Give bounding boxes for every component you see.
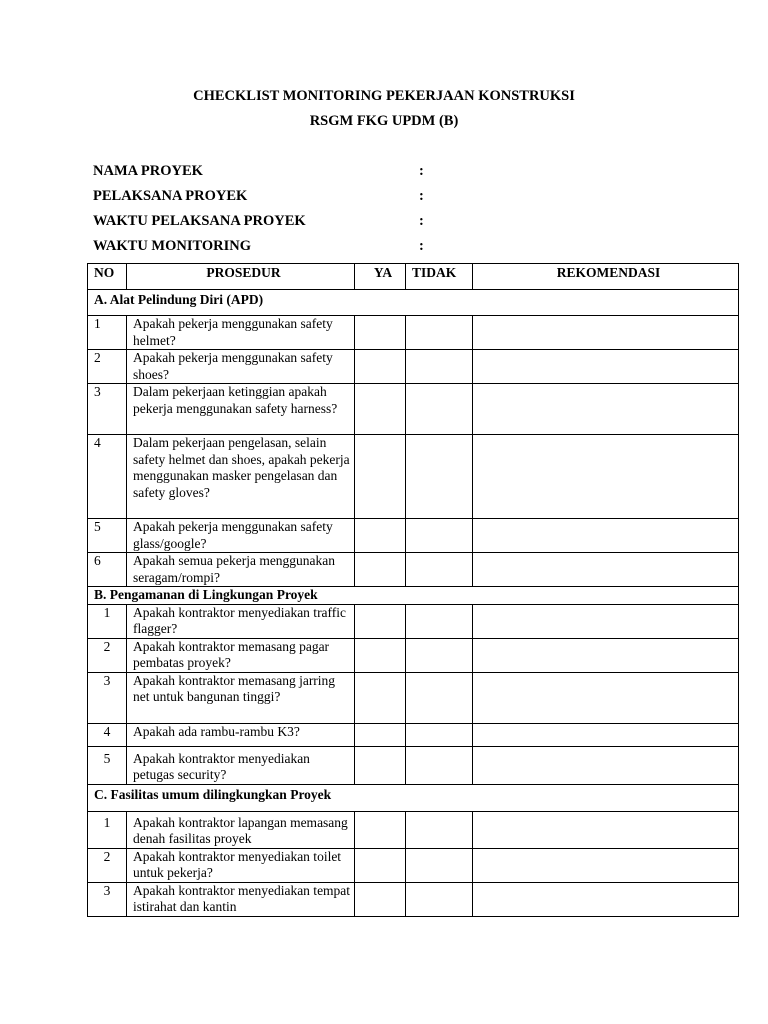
rekomendasi-cell[interactable] [473, 519, 739, 553]
row-number: 3 [88, 672, 127, 723]
row-question: Apakah kontraktor memasang jarring net untuk bangunan tinggi? [127, 672, 355, 723]
rekomendasi-cell[interactable] [473, 350, 739, 384]
tidak-cell[interactable] [406, 316, 473, 350]
ya-cell[interactable] [355, 723, 406, 746]
table-header-row [88, 264, 739, 290]
table-row [88, 848, 739, 882]
rekomendasi-cell[interactable] [473, 384, 739, 435]
table-row [88, 316, 739, 350]
row-number: 2 [88, 638, 127, 672]
table-row [88, 672, 739, 723]
ya-cell[interactable] [355, 316, 406, 350]
table-row [88, 746, 739, 784]
document-subtitle: RSGM FKG UPDM (B) [309, 113, 459, 129]
meta-waktu-pelaksana [93, 213, 433, 230]
table-row [88, 638, 739, 672]
tidak-cell[interactable] [406, 848, 473, 882]
section-row-c [88, 784, 739, 811]
row-number: 3 [88, 882, 127, 916]
column-header-tidak: TIDAK [406, 264, 473, 290]
rekomendasi-cell[interactable] [473, 604, 739, 638]
table-row [88, 519, 739, 553]
row-question: Apakah kontraktor lapangan memasang denah fasilitas proyek [127, 811, 355, 848]
ya-cell[interactable] [355, 848, 406, 882]
row-question: Apakah pekerja menggunakan safety glass/google? [127, 519, 355, 553]
tidak-cell[interactable] [406, 384, 473, 435]
meta-label: WAKTU PELAKSANA PROYEK [93, 213, 306, 229]
meta-separator: : [419, 213, 424, 229]
table-row [88, 604, 739, 638]
ya-cell[interactable] [355, 882, 406, 916]
meta-separator: : [419, 188, 424, 204]
meta-label: PELAKSANA PROYEK [93, 188, 248, 204]
ya-cell[interactable] [355, 519, 406, 553]
row-number: 1 [88, 811, 127, 848]
rekomendasi-cell[interactable] [473, 723, 739, 746]
ya-cell[interactable] [355, 350, 406, 384]
row-question: Apakah pekerja menggunakan safety shoes? [127, 350, 355, 384]
ya-cell[interactable] [355, 672, 406, 723]
row-question: Apakah semua pekerja menggunakan seragam/rompi? [127, 553, 355, 587]
ya-cell[interactable] [355, 553, 406, 587]
checklist-table [87, 263, 739, 917]
section-row-b [88, 587, 739, 605]
table-row [88, 811, 739, 848]
tidak-cell[interactable] [406, 350, 473, 384]
row-question: Apakah kontraktor menyediakan petugas security? [127, 746, 355, 784]
checklist-body [88, 290, 739, 917]
ya-cell[interactable] [355, 604, 406, 638]
ya-cell[interactable] [355, 811, 406, 848]
meta-separator: : [419, 238, 424, 254]
document-title: CHECKLIST MONITORING PEKERJAAN KONSTRUKSI [193, 88, 575, 104]
column-header-ya: YA [355, 264, 406, 290]
table-row [88, 882, 739, 916]
rekomendasi-cell[interactable] [473, 848, 739, 882]
tidak-cell[interactable] [406, 672, 473, 723]
rekomendasi-cell[interactable] [473, 638, 739, 672]
tidak-cell[interactable] [406, 638, 473, 672]
rekomendasi-cell[interactable] [473, 435, 739, 519]
meta-nama-proyek [93, 163, 433, 180]
tidak-cell[interactable] [406, 435, 473, 519]
row-question: Apakah ada rambu-rambu K3? [127, 723, 355, 746]
table-row [88, 553, 739, 587]
tidak-cell[interactable] [406, 604, 473, 638]
row-number: 6 [88, 553, 127, 587]
table-row [88, 435, 739, 519]
column-header-prosedur: PROSEDUR [127, 264, 355, 290]
ya-cell[interactable] [355, 638, 406, 672]
tidak-cell[interactable] [406, 882, 473, 916]
tidak-cell[interactable] [406, 723, 473, 746]
meta-label: WAKTU MONITORING [93, 238, 252, 254]
tidak-cell[interactable] [406, 811, 473, 848]
row-question: Dalam pekerjaan ketinggian apakah pekerja menggunakan safety harness? [127, 384, 355, 435]
row-number: 4 [88, 435, 127, 519]
table-row [88, 384, 739, 435]
meta-label: NAMA PROYEK [93, 163, 203, 179]
rekomendasi-cell[interactable] [473, 316, 739, 350]
row-number: 1 [88, 316, 127, 350]
meta-separator: : [419, 163, 424, 179]
tidak-cell[interactable] [406, 519, 473, 553]
row-number: 5 [88, 746, 127, 784]
rekomendasi-cell[interactable] [473, 746, 739, 784]
table-row [88, 350, 739, 384]
rekomendasi-cell[interactable] [473, 553, 739, 587]
rekomendasi-cell[interactable] [473, 672, 739, 723]
ya-cell[interactable] [355, 746, 406, 784]
rekomendasi-cell[interactable] [473, 811, 739, 848]
meta-waktu-monitoring [93, 238, 433, 255]
row-question: Apakah kontraktor menyediakan toilet untuk pekerja? [127, 848, 355, 882]
row-question: Apakah kontraktor memasang pagar pembatas proyek? [127, 638, 355, 672]
row-number: 1 [88, 604, 127, 638]
section-title: C. Fasilitas umum dilingkungkan Proyek [88, 784, 739, 811]
row-number: 3 [88, 384, 127, 435]
column-header-no: NO [88, 264, 127, 290]
row-question: Apakah kontraktor menyediakan tempat istirahat dan kantin [127, 882, 355, 916]
row-question: Dalam pekerjaan pengelasan, selain safety helmet dan shoes, apakah pekerja menggunakan masker pengelasan dan safety gloves? [127, 435, 355, 519]
tidak-cell[interactable] [406, 553, 473, 587]
row-number: 2 [88, 848, 127, 882]
row-number: 4 [88, 723, 127, 746]
row-question: Apakah kontraktor menyediakan traffic flagger? [127, 604, 355, 638]
row-number: 2 [88, 350, 127, 384]
tidak-cell[interactable] [406, 746, 473, 784]
section-title: B. Pengamanan di Lingkungan Proyek [88, 587, 739, 605]
table-row [88, 723, 739, 746]
meta-pelaksana-proyek [93, 188, 433, 205]
column-header-rekomendasi: REKOMENDASI [473, 264, 739, 290]
row-question: Apakah pekerja menggunakan safety helmet? [127, 316, 355, 350]
row-number: 5 [88, 519, 127, 553]
ya-cell[interactable] [355, 384, 406, 435]
section-title: A. Alat Pelindung Diri (APD) [88, 290, 739, 316]
rekomendasi-cell[interactable] [473, 882, 739, 916]
section-row-a [88, 290, 739, 316]
ya-cell[interactable] [355, 435, 406, 519]
